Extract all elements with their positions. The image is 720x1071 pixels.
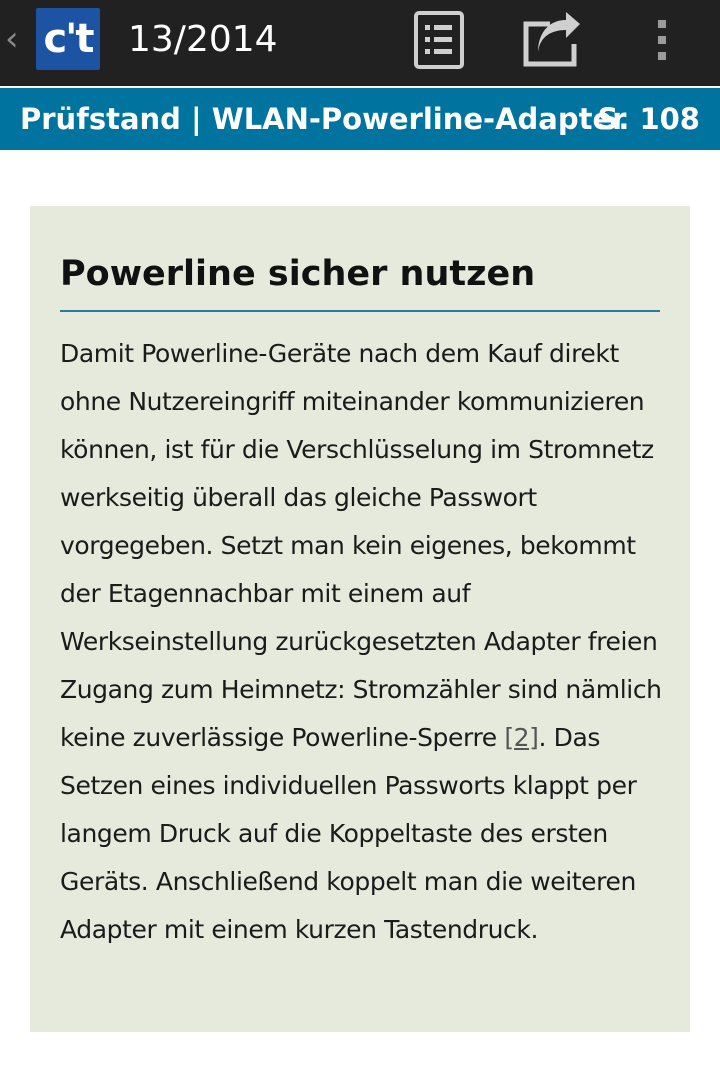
- body-text-part-2: . Das Setzen eines individuellen Passworts klappt per langem Druck auf die Koppeltaste des ersten Geräts. Anschließend koppelt man die weiteren Adapter mit einem kurzen Tastendruck.: [60, 723, 637, 944]
- ct-logo[interactable]: c't: [36, 8, 100, 70]
- page-number: S. 108: [597, 102, 700, 136]
- body-text-part-1: Damit Powerline-Geräte nach dem Kauf direkt ohne Nutzereingriff miteinander kommunizieren können, ist für die Verschlüsselung im Stromnetz werkseitig überall das gleiche Passwort vorgegeben. Setzt man kein eigenes, bekommt der Etagennachbar mit einem auf Werkseinstellung zurückgesetzten Adapter freien Zugang zum Heimnetz: Stromzähler sind nämlich keine zuverlässige Powerline-Sperre: [60, 339, 662, 752]
- back-chevron-icon[interactable]: ‹: [5, 19, 19, 59]
- info-box: [30, 206, 690, 1032]
- action-bar: [0, 0, 720, 86]
- share-icon[interactable]: [520, 10, 584, 68]
- reference-link[interactable]: [2]: [504, 723, 539, 752]
- box-title: Powerline sicher nutzen: [60, 254, 536, 294]
- overflow-menu-icon[interactable]: [650, 10, 674, 70]
- issue-number: 13/2014: [128, 19, 278, 60]
- section-title: Prüfstand | WLAN-Powerline-Adapter: [20, 102, 627, 136]
- section-bar: [0, 88, 720, 150]
- table-of-contents-icon[interactable]: [413, 10, 465, 70]
- title-divider: [60, 310, 660, 312]
- box-body-text: [60, 330, 670, 954]
